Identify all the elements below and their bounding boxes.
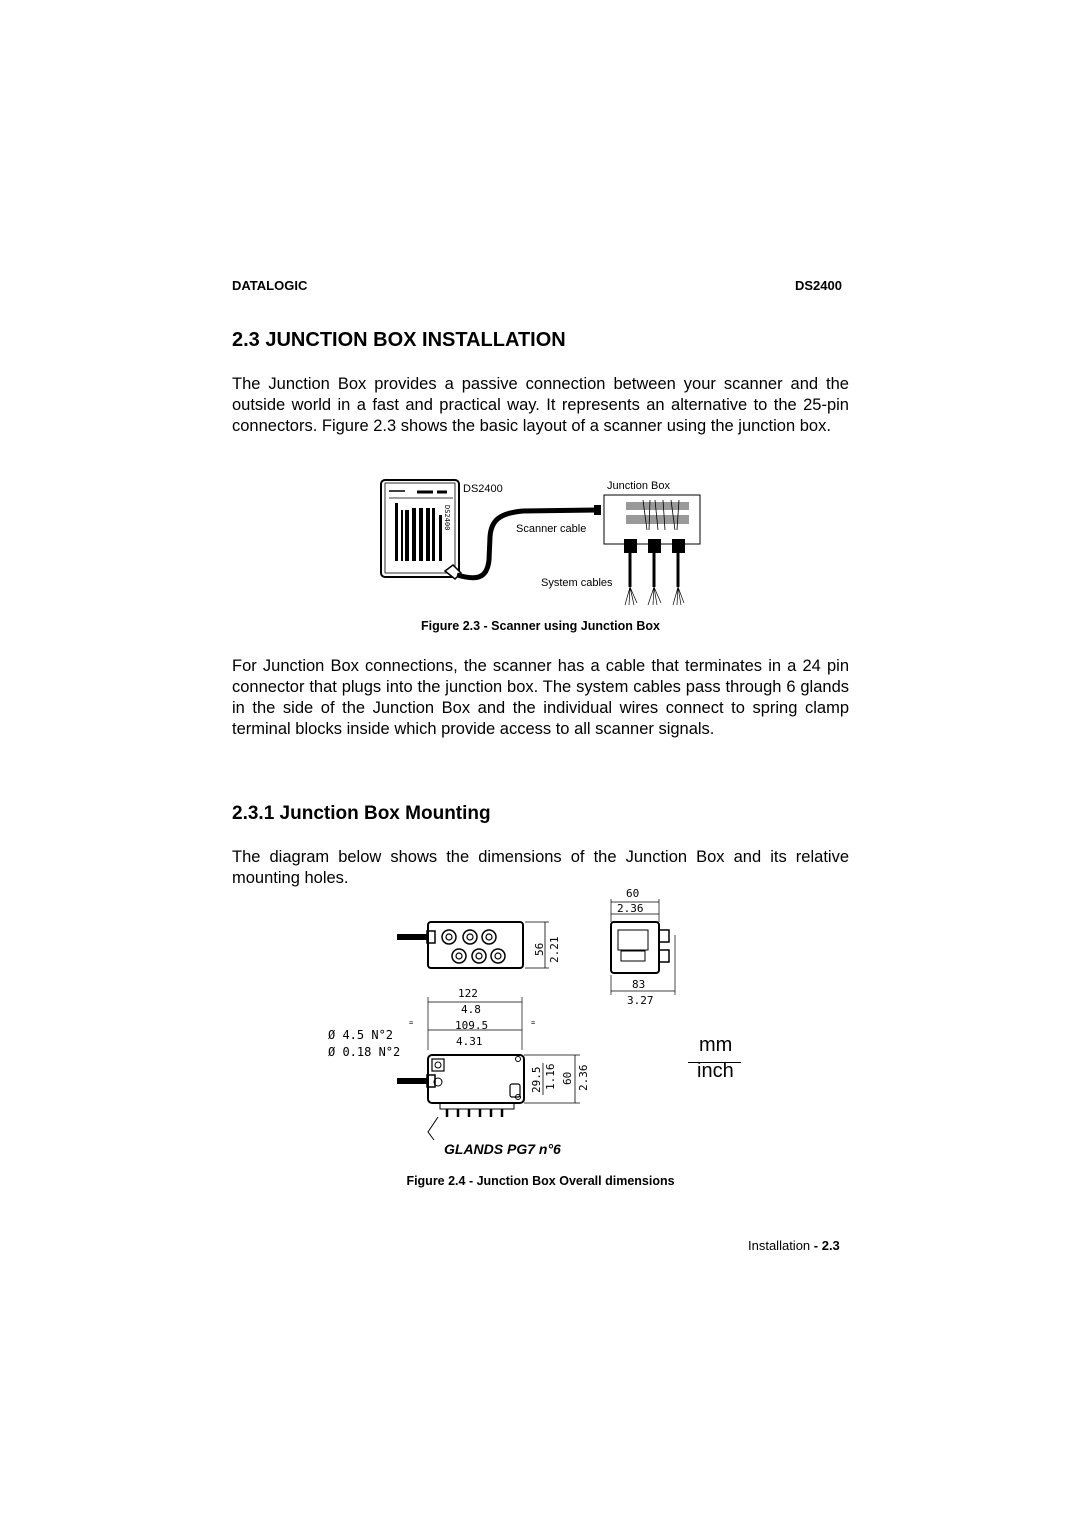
dim-height-mm: 56 — [533, 942, 546, 956]
figure-2-3-caption: Figure 2.3 - Scanner using Junction Box — [421, 619, 660, 633]
header-brand: DATALOGIC — [232, 278, 308, 293]
page-footer — [748, 1238, 840, 1253]
dim-length-mm: 122 — [458, 987, 478, 1000]
dim-holes-mm: 109.5 — [455, 1019, 489, 1032]
intro-paragraph: The Junction Box provides a passive connection between your scanner and the outside world in a fast and practical way. It represents an alternative to the 25-pin connectors. Figure 2.3 shows the basic layout of a scanner using the junction box. — [232, 375, 849, 435]
units-inch-label: inch — [697, 1060, 734, 1082]
figure-junction-box-dimensions — [325, 885, 755, 1155]
glands-label: GLANDS PG7 n°6 — [444, 1141, 561, 1157]
footer-page-number: 2.3 — [821, 1238, 840, 1253]
dim-side-mm: 60 — [561, 1071, 574, 1085]
dim-depth-in: 3.27 — [627, 994, 654, 1007]
connections-paragraph: For Junction Box connections, the scanner has a cable that terminates in a 24 pin connector that plugs into the junction box. The system cables pass through 6 glands in the side of the Junction Box and the individual wires connect to spring clamp terminal blocks inside which provide access to all scanner signals. — [232, 657, 849, 738]
scanner-cable-label: Scanner cable — [516, 523, 587, 535]
junction-box-label: Junction Box — [607, 480, 670, 492]
scanner-label: DS2400 — [463, 483, 503, 495]
dim-width-in: 2.36 — [617, 902, 644, 915]
dim-hole-span-in: 1.16 — [544, 1063, 557, 1090]
figure-2-4-caption: Figure 2.4 - Junction Box Overall dimensions — [406, 1174, 675, 1188]
dim-hole-dia-in: Ø 0.18 N°2 — [328, 1045, 401, 1059]
section-title: 2.3 JUNCTION BOX INSTALLATION — [232, 329, 566, 351]
scanner-cable — [457, 510, 597, 578]
mounting-paragraph: The diagram below shows the dimensions of the Junction Box and its relative mounting holes. — [232, 848, 849, 887]
dim-side-in: 2.36 — [577, 1064, 590, 1091]
figure-scanner-junction-box — [375, 475, 715, 610]
dim-hole-dia-mm: Ø 4.5 N°2 — [328, 1028, 394, 1042]
scanner-side-label: DS2400 — [443, 505, 451, 531]
dim-hole-span-mm: 29.5 — [530, 1066, 543, 1093]
front-view — [397, 922, 549, 968]
footer-label: Installation — [748, 1238, 811, 1253]
dim-length-in: 4.8 — [461, 1003, 481, 1016]
scanner-drawing — [381, 480, 461, 579]
dim-height-in: 2.21 — [548, 936, 561, 963]
footer-separator: - — [810, 1238, 822, 1253]
eq-mark-right: = — [531, 1019, 536, 1027]
eq-mark-left: = — [409, 1019, 414, 1027]
junction-box-drawing — [604, 495, 700, 605]
header-model: DS2400 — [795, 278, 842, 293]
dim-depth-mm: 83 — [632, 978, 646, 991]
subsection-title: 2.3.1 Junction Box Mounting — [232, 803, 491, 824]
dim-width-mm: 60 — [626, 887, 640, 900]
system-cables-label: System cables — [541, 577, 613, 589]
dim-holes-in: 4.31 — [456, 1035, 483, 1048]
units-mm-label: mm — [699, 1034, 733, 1056]
